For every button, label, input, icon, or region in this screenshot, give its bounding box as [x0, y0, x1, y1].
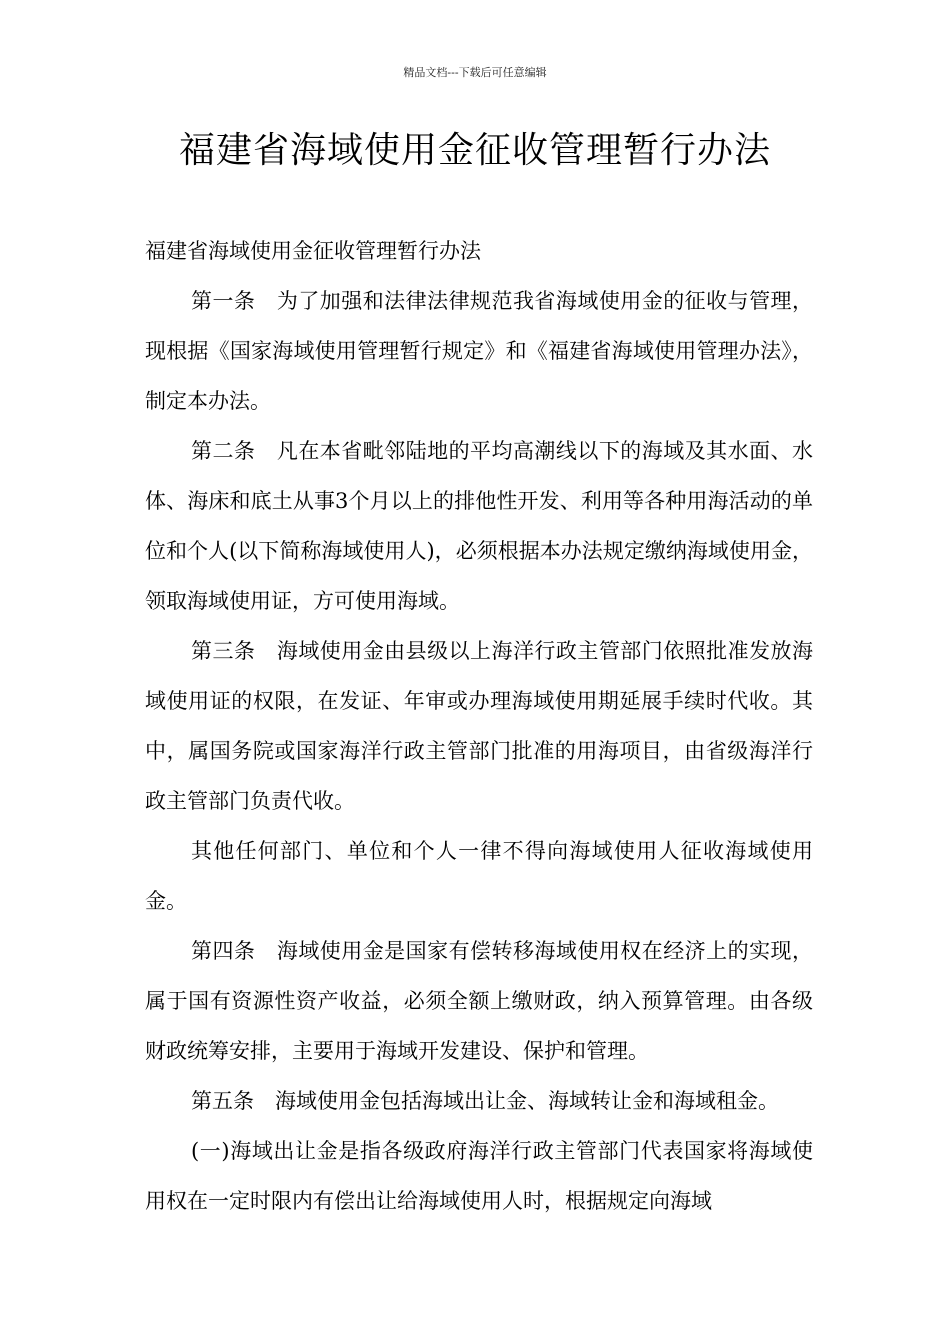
- paragraph-article-3-supplement: 其他任何部门、单位和个人一律不得向海域使用人征收海域使用金。: [145, 839, 813, 913]
- paragraph-article-1: 第一条 为了加强和法律法律规范我省海域使用金的征收与管理，现根据《国家海域使用管理暂行规定》和《福建省海域使用管理办法》，制定本办法。: [145, 289, 813, 413]
- document-body: [145, 226, 813, 1226]
- paragraph-article-4: 第四条 海域使用金是国家有偿转移海域使用权在经济上的实现，属于国有资源性资产收益，必须全额上缴财政，纳入预算管理。由各级财政统筹安排，主要用于海域开发建设、保护和管理。: [145, 939, 813, 1063]
- paragraph-article-3: 第三条 海域使用金由县级以上海洋行政主管部门依照批准发放海域使用证的权限，在发证、年审或办理海域使用期延展手续时代收。其中，属国务院或国家海洋行政主管部门批准的用海项目，由省级海洋行政主管部门负责代收。: [145, 639, 813, 813]
- header-note: 精品文档---下载后可任意编辑: [403, 66, 547, 79]
- document-title: 福建省海域使用金征收管理暂行办法: [178, 130, 771, 171]
- paragraph-article-5-item-1: (一)海域出让金是指各级政府海洋行政主管部门代表国家将海域使用权在一定时限内有偿出让给海域使用人时，根据规定向海域: [145, 1139, 813, 1213]
- paragraph-subtitle: 福建省海域使用金征收管理暂行办法: [145, 239, 481, 263]
- paragraph-article-2: 第二条 凡在本省毗邻陆地的平均高潮线以下的海域及其水面、水体、海床和底土从事3个月以上的排他性开发、利用等各种用海活动的单位和个人(以下简称海域使用人)，必须根据本办法规定缴纳海域使用金，领取海域使用证，方可使用海域。: [145, 439, 813, 613]
- paragraph-article-5: 第五条 海域使用金包括海域出让金、海域转让金和海域租金。: [191, 1089, 779, 1113]
